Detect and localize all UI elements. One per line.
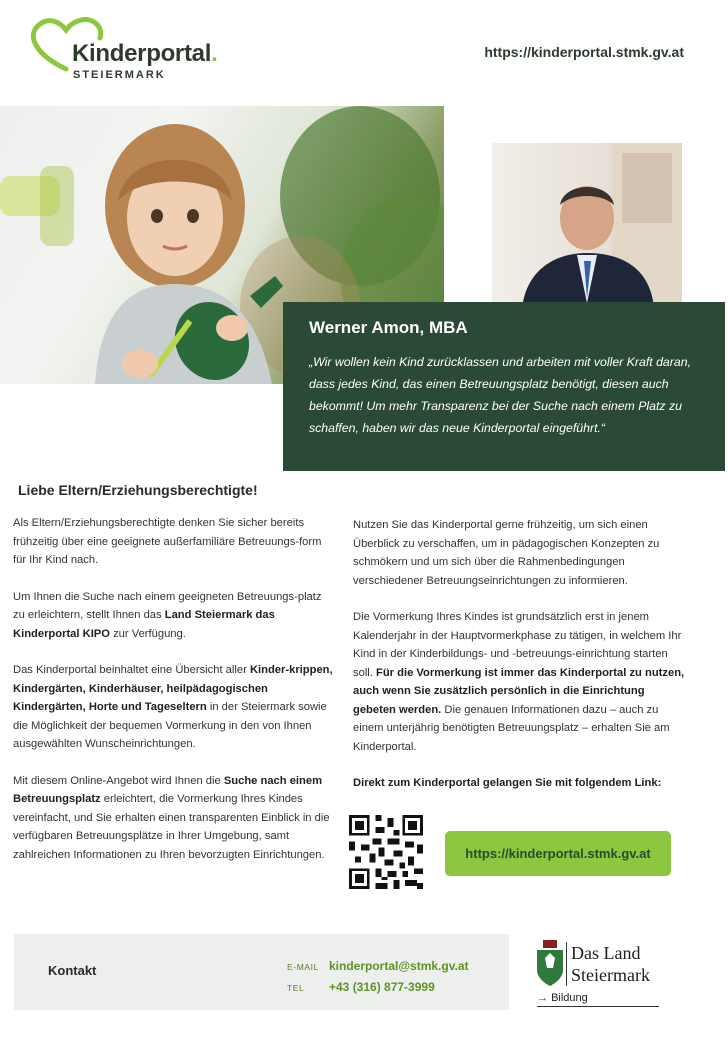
- quote-text: „Wir wollen kein Kind zurücklassen und arbeiten mit voller Kraft daran, dass jedes Kind, das einen Betreuungsplatz benötigt, diesen auch bekommt! Um mehr Transparenz bei der Suche nach einem Platz zu schaffen, haben wir das neue Kinderportal eingeführt.“: [309, 355, 691, 435]
- email-row: [287, 956, 469, 977]
- link-heading: Direkt zum Kinderportal gelangen Sie mit folgendem Link:: [353, 777, 662, 789]
- left-column: [13, 514, 333, 882]
- left-paragraph-4: Mit diesem Online-Angebot wird Ihnen die Suche nach einem Betreuungsplatz erleichtert, die Vormerkung Ihres Kindes vereinfacht, und Sie erhalten einen transparenten Einblick in die verfügbaren Betreuungsplätze in Ihrer Umgebung, samt zahlreichen Informationen zu Ihren bevorzugten Einrichtungen.: [13, 774, 330, 861]
- portal-link-button[interactable]: https://kinderportal.stmk.gv.at: [445, 831, 671, 876]
- email-link[interactable]: kinderportal@stmk.gv.at: [329, 959, 469, 973]
- left-paragraph-3: Das Kinderportal beinhaltet eine Übersicht aller Kinder-krippen, Kindergärten, Kinderhäuser, heilpädagogischen Kindergärten, Horte und Tageseltern in der Steiermark sowie die Möglichkeit der bequemen Vormerkung in den von Ihnen ausgewählten Wunscheinrichtungen.: [13, 664, 333, 750]
- logo-title: Kinderportal.: [72, 40, 218, 67]
- arrow-right-icon: →: [537, 992, 548, 1004]
- land-subtitle: → Bildung: [537, 992, 659, 1007]
- qr-code-icon[interactable]: [349, 815, 423, 889]
- contact-box: [14, 934, 509, 1010]
- right-paragraph-1: Nutzen Sie das Kinderportal gerne frühzeitig, um sich einen Überblick zu verschaffen, um in pädagogischen Konzepten zu schmökern und um sich über die Rahmenbedingungen verschiedener Betreuungseinrichtungen zu informieren.: [353, 519, 660, 587]
- header-url[interactable]: https://kinderportal.stmk.gv.at: [484, 44, 684, 60]
- logo-subtitle: STEIERMARK: [73, 69, 166, 81]
- coat-of-arms-icon: [535, 940, 565, 988]
- land-name: Das Land Steiermark: [566, 942, 650, 986]
- contact-details: [287, 956, 469, 998]
- phone-link[interactable]: +43 (316) 877-3999: [329, 980, 435, 994]
- email-key: E-MAIL: [287, 962, 319, 972]
- quote-box: [283, 302, 725, 471]
- greeting-heading: Liebe Eltern/Erziehungsberechtigte!: [18, 482, 258, 498]
- right-column: [353, 516, 688, 811]
- right-paragraph-2: Die Vormerkung Ihres Kindes ist grundsätzlich erst in jenem Kalenderjahr in der Hauptvormerkphase zu tätigen, in welchem Ihr Kind in der Kinderbildungs- und -betreuungs-einrichtung starten soll. Für die Vormerkung ist immer das Kinderportal zu nutzen, auch wenn Sie zusätzlich persönlich in die Einrichtung gebeten werden. Die genauen Informationen dazu – auch zu einem unterjährig benötigten Betreuungsplatz – erhalten Sie am Kinderportal.: [353, 611, 685, 753]
- quote-author: Werner Amon, MBA: [309, 318, 468, 337]
- kinderportal-logo: [26, 14, 226, 81]
- land-steiermark-logo: [533, 938, 663, 1012]
- left-paragraph-2: Um Ihnen die Suche nach einem geeigneten Betreuungs-platz zu erleichtern, stellt Ihnen das Land Steiermark das Kinderportal KIPO zur Verfügung.: [13, 590, 322, 640]
- phone-key: TEL: [287, 983, 305, 993]
- left-paragraph-1: Als Eltern/Erziehungsberechtigte denken Sie sicher bereits frühzeitig über eine geeignete außerfamiliäre Betreuungs-form für Ihr Kind nach.: [13, 517, 322, 566]
- phone-row: [287, 977, 469, 998]
- contact-label: Kontakt: [48, 963, 97, 978]
